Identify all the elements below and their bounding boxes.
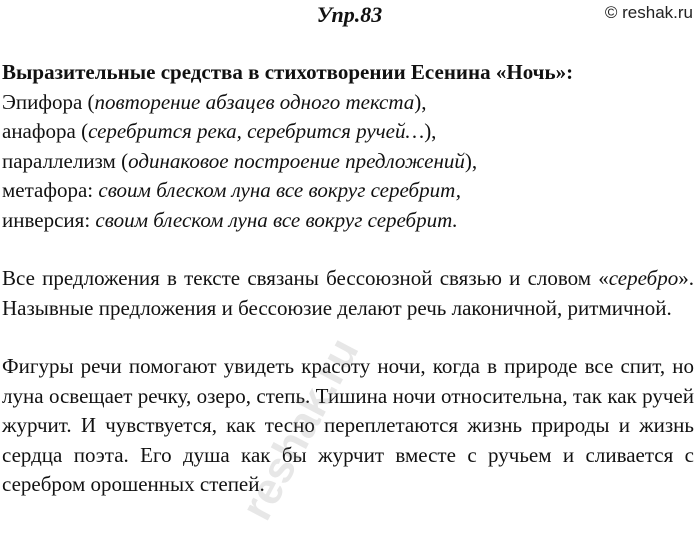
device-separator: ( [115, 148, 129, 173]
copyright-label: © reshak.ru [604, 3, 693, 22]
device-example: серебрится река, серебрится ручей… [88, 119, 425, 143]
device-example: одинаковое построение предложений [128, 148, 465, 173]
device-name: анафора [2, 119, 76, 143]
device-name: Эпифора [2, 89, 83, 114]
device-separator: : [84, 207, 96, 232]
device-close: ), [464, 148, 478, 173]
device-close: ), [424, 119, 437, 143]
device-line [2, 88, 694, 118]
device-line [2, 176, 694, 206]
device-line [2, 147, 694, 177]
device-separator: : [87, 178, 99, 202]
paragraph-figures: Фигуры речи помогают увидеть красоту ночи, когда в природе все спит, но луна освещает речку, озеро, степь. Тишина ночи относительна, так как ручей журчит. И чувствуется, как тесно переплетаются жизнь природы и жизнь сердца поэта. Его душа как бы журчит вместе с ручьем и сливается с серебром орошенных степей. [2, 354, 694, 496]
device-line [2, 206, 694, 236]
device-separator: ( [75, 119, 89, 143]
device-name: метафора [2, 178, 88, 202]
watermark-logo: reshak.ru [232, 330, 369, 529]
device-close: ), [414, 89, 427, 114]
device-separator: ( [82, 89, 95, 114]
paragraph-gap [2, 235, 694, 264]
paragraph-text: ». Назывные предложения и бессоюзие делают речь лаконичной, ритмичной. [2, 266, 694, 320]
device-name: инверсия [2, 207, 85, 232]
exercise-title: Упр.83 [316, 2, 383, 27]
device-example: своим блеском луна все вокруг серебрит, [98, 178, 462, 202]
answer-content [2, 58, 694, 500]
device-example: повторение абзацев одного текста [94, 89, 415, 114]
device-name: параллелизм [2, 148, 116, 173]
paragraph-gap [2, 323, 694, 352]
quoted-word: серебро [608, 266, 679, 290]
device-example: своим блеском луна все вокруг серебрит. [95, 207, 458, 232]
paragraph-text: Все предложения в тексте связаны бессоюзной связью и словом « [2, 266, 609, 290]
device-line [2, 117, 694, 147]
section-heading: Выразительные средства в стихотворении Есенина «Ночь»: [2, 60, 574, 84]
paragraph-syntax [2, 264, 694, 323]
